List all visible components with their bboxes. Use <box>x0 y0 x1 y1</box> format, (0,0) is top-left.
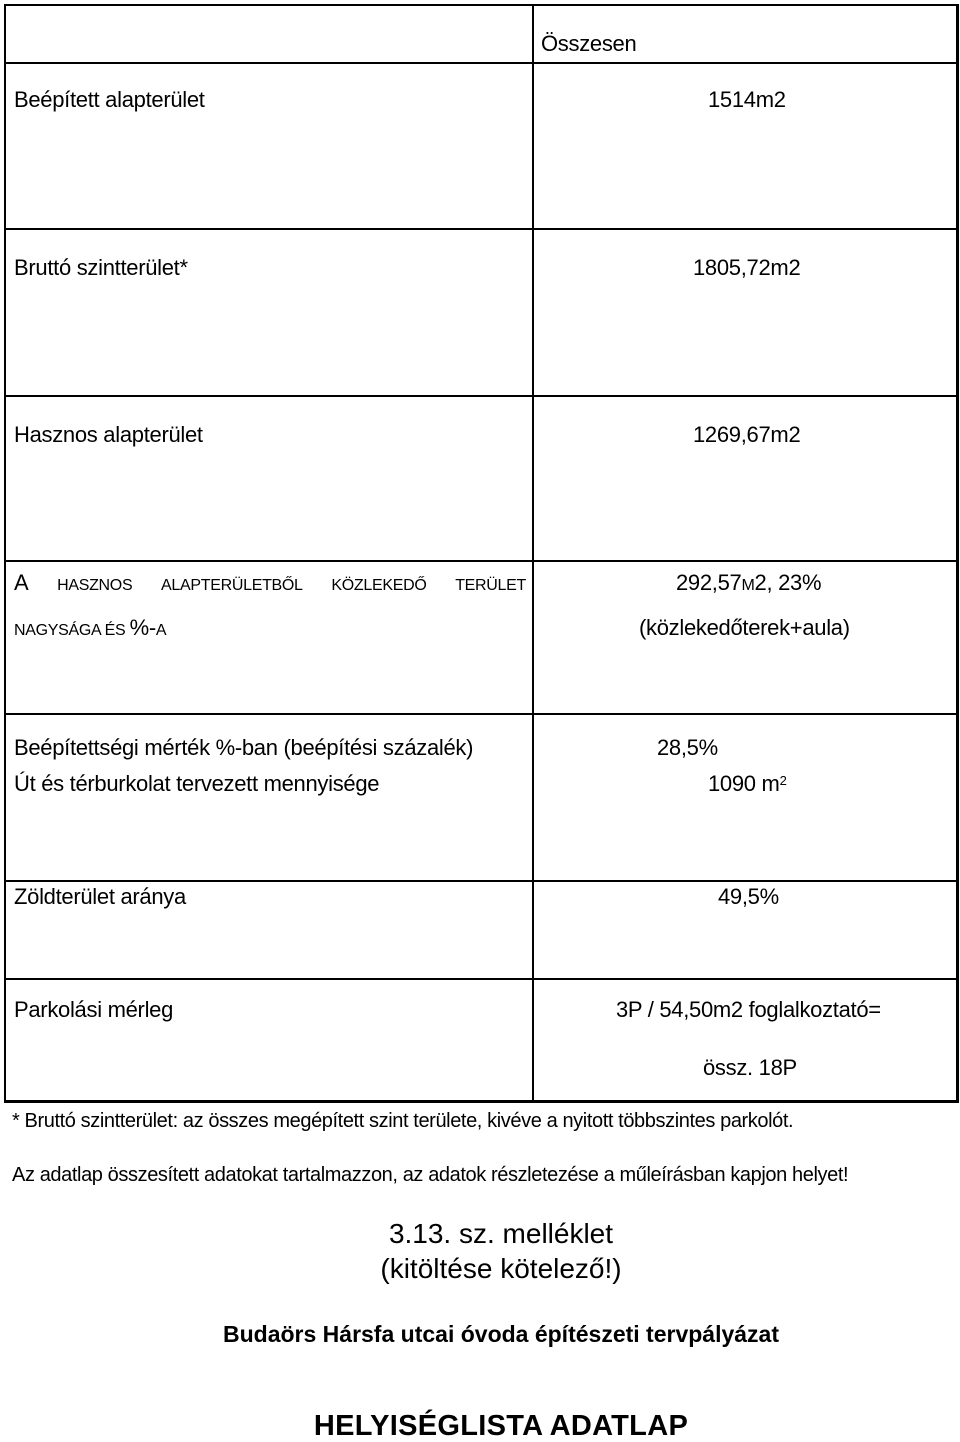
row-divider <box>6 978 956 980</box>
site-coverage-label: Beépítettségi mérték %-ban (beépítési százalék) <box>14 735 474 760</box>
circulation-area-value-line1: 292,57M2, 23% <box>676 570 822 595</box>
paving-quantity-value: 1090 $m^2$ <box>708 771 787 796</box>
row-divider <box>6 62 956 64</box>
circulation-area-label-line1: A HASZNOS ALAPTERÜLETBŐL KÖZLEKEDŐ TERÜLET <box>14 570 526 595</box>
row-divider <box>6 560 956 562</box>
paving-quantity-label: Út és térburkolat tervezett mennyisége <box>14 771 380 796</box>
circulation-area-label-line2: NAGYSÁGA ÉS %-A <box>14 615 167 640</box>
column-header-total: Összesen <box>541 31 637 56</box>
parking-balance-label: Parkolási mérleg <box>14 997 174 1022</box>
sheet-title: HELYISÉGLISTA ADATLAP <box>313 1410 689 1442</box>
row-divider <box>6 880 956 882</box>
gross-floor-area-label: Bruttó szintterület* <box>14 255 188 280</box>
instruction-note: Az adatlap összesített adatokat tartalmazzon, az adatok részletezése a műleírásban kapjon helyet! <box>12 1164 849 1186</box>
usable-area-value: 1269,67m2 <box>693 422 801 447</box>
green-area-ratio-label: Zöldterület aránya <box>14 884 186 909</box>
footnote-gross-area: * Bruttó szintterület: az összes megépített szint területe, kivéve a nyitott többszintes parkolót. <box>12 1110 794 1132</box>
row-divider <box>6 395 956 397</box>
circulation-area-value-line2: (közlekedőterek+aula) <box>639 615 850 640</box>
row-divider <box>6 713 956 715</box>
built-area-label: Beépített alapterület <box>14 87 205 112</box>
usable-area-label: Hasznos alapterület <box>14 422 203 447</box>
built-area-value: 1514m2 <box>708 87 786 112</box>
annex-mandatory-note: (kitöltése kötelező!) <box>380 1253 622 1284</box>
annex-number: 3.13. sz. melléklet <box>388 1218 614 1249</box>
project-title: Budaörs Hársfa utcai óvoda építészeti tervpályázat <box>222 1321 780 1347</box>
gross-floor-area-value: 1805,72m2 <box>693 255 801 280</box>
summary-table <box>4 4 959 1103</box>
green-area-ratio-value: 49,5% <box>718 884 779 909</box>
parking-balance-value-line2: össz. 18P <box>703 1055 797 1080</box>
row-divider <box>6 228 956 230</box>
column-divider <box>532 6 534 1100</box>
site-coverage-value: 28,5% <box>657 735 718 760</box>
parking-balance-value-line1: 3P / 54,50m2 foglalkoztató= <box>616 997 881 1022</box>
